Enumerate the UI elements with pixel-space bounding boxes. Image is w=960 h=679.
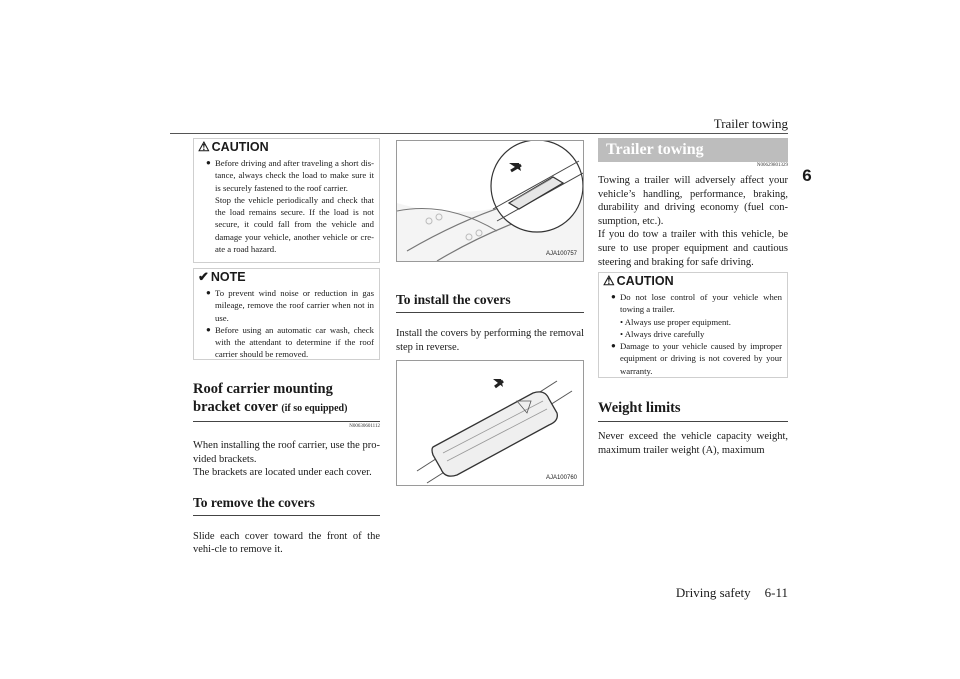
caution-header: [599, 273, 787, 289]
heading-qualifier: (if so equipped): [281, 403, 348, 414]
warning-triangle-icon: ⚠: [603, 273, 615, 288]
header-rule: [170, 133, 788, 134]
caution-label: CAUTION: [211, 140, 269, 154]
note-header: [194, 269, 379, 285]
note-list: [194, 285, 379, 365]
caution-list: [599, 289, 787, 381]
list-item: ● Before using an automatic car wash, check with the attendant to determine if the roof carrier should be removed.: [206, 324, 374, 360]
footer-section: Driving safety: [675, 585, 751, 600]
list-item: ● Before driving and after traveling a short dis-tance, always check the load to make sure it is securely fastened to the roof carrier.: [206, 158, 374, 193]
bullet-dot-icon: ●: [611, 341, 616, 351]
section-heading-install: To install the covers: [396, 292, 511, 307]
note-label: NOTE: [210, 270, 246, 284]
chapter-number: 6: [802, 166, 812, 185]
list-item: ● Damage to your vehicle caused by improper equipment or driving is not covered by your warranty.: [611, 341, 782, 376]
bullet-dot-icon: ●: [206, 288, 211, 297]
figure-remove-cover: [396, 140, 584, 262]
body-paragraph: When installing the roof carrier, use the pro-vided brackets.: [193, 440, 380, 465]
section-heading-trailer-towing: Trailer towing: [598, 138, 788, 162]
bullet-dot-icon: ●: [206, 324, 211, 334]
list-item: ● Do not lose control of your vehicle when towing a trailer.: [611, 292, 782, 315]
list-item: ● To prevent wind noise or reduction in gas mileage, remove the roof carrier when not in use.: [206, 288, 374, 323]
body-paragraph: Towing a trailer will adversely affect your vehicle’s handling, performance, braking, durability and driving economy (fuel con-sumption, etc.).: [598, 175, 788, 227]
trailer-towing-body: [598, 174, 788, 269]
section-rule: [193, 421, 380, 422]
weight-limits-section: [598, 399, 788, 457]
cover-closeup-illustration: [397, 361, 583, 485]
body-paragraph: Never exceed the vehicle capacity weight, maximum trailer weight (A), maximum: [598, 431, 788, 456]
reference-code: N00630601112: [349, 424, 380, 429]
list-item: Stop the vehicle periodically and check that the load remains secure. If the load is not secure, it could fall from the vehicle and damage your vehicle, another vehicle or cre-ate a road hazard.: [215, 194, 374, 255]
caution-box-right: [598, 272, 788, 378]
bullet-dot-icon: ●: [206, 158, 211, 167]
reference-code: N00629801329: [756, 163, 788, 168]
body-paragraph: Slide each cover toward the front of the vehi-cle to remove it.: [193, 530, 380, 556]
section-rule: [598, 421, 788, 422]
figure-code: AJA100757: [545, 251, 577, 257]
bullet-dot-icon: ●: [611, 292, 616, 301]
body-paragraph: If you do tow a trailer with this vehicle, be sure to use proper equipment and cautious steering and braking for safe driving.: [598, 229, 788, 268]
section-rule: [396, 312, 584, 313]
body-paragraph: Install the covers by performing the removal step in reverse.: [396, 328, 584, 353]
note-check-icon: ✔: [198, 269, 209, 284]
running-header-title: Trailer towing: [713, 116, 788, 131]
install-section: [396, 291, 584, 354]
caution-box-left: [193, 138, 380, 263]
figure-code: AJA100760: [545, 475, 577, 481]
warning-triangle-icon: ⚠: [198, 139, 210, 154]
body-paragraph: The brackets are located under each cover.: [193, 467, 372, 479]
footer-page-number: 6-11: [764, 585, 788, 600]
note-box-left: [193, 268, 380, 360]
figure-cover-closeup: [396, 360, 584, 486]
section-heading-remove: To remove the covers: [193, 494, 315, 510]
section-heading-bracket: Roof carrier mounting bracket cover (if so equipped): [193, 381, 348, 415]
caution-header: [194, 139, 379, 155]
section-heading-weight-limits: Weight limits: [598, 400, 681, 416]
caution-label: CAUTION: [616, 274, 674, 288]
list-item: • Always drive carefully: [620, 328, 705, 339]
caution-list: [194, 155, 379, 259]
bracket-section: [193, 380, 380, 557]
list-item: • Always use proper equipment.: [620, 316, 731, 327]
roof-rail-illustration: [397, 141, 583, 261]
page-footer: [600, 585, 788, 601]
section-rule: [193, 515, 380, 516]
